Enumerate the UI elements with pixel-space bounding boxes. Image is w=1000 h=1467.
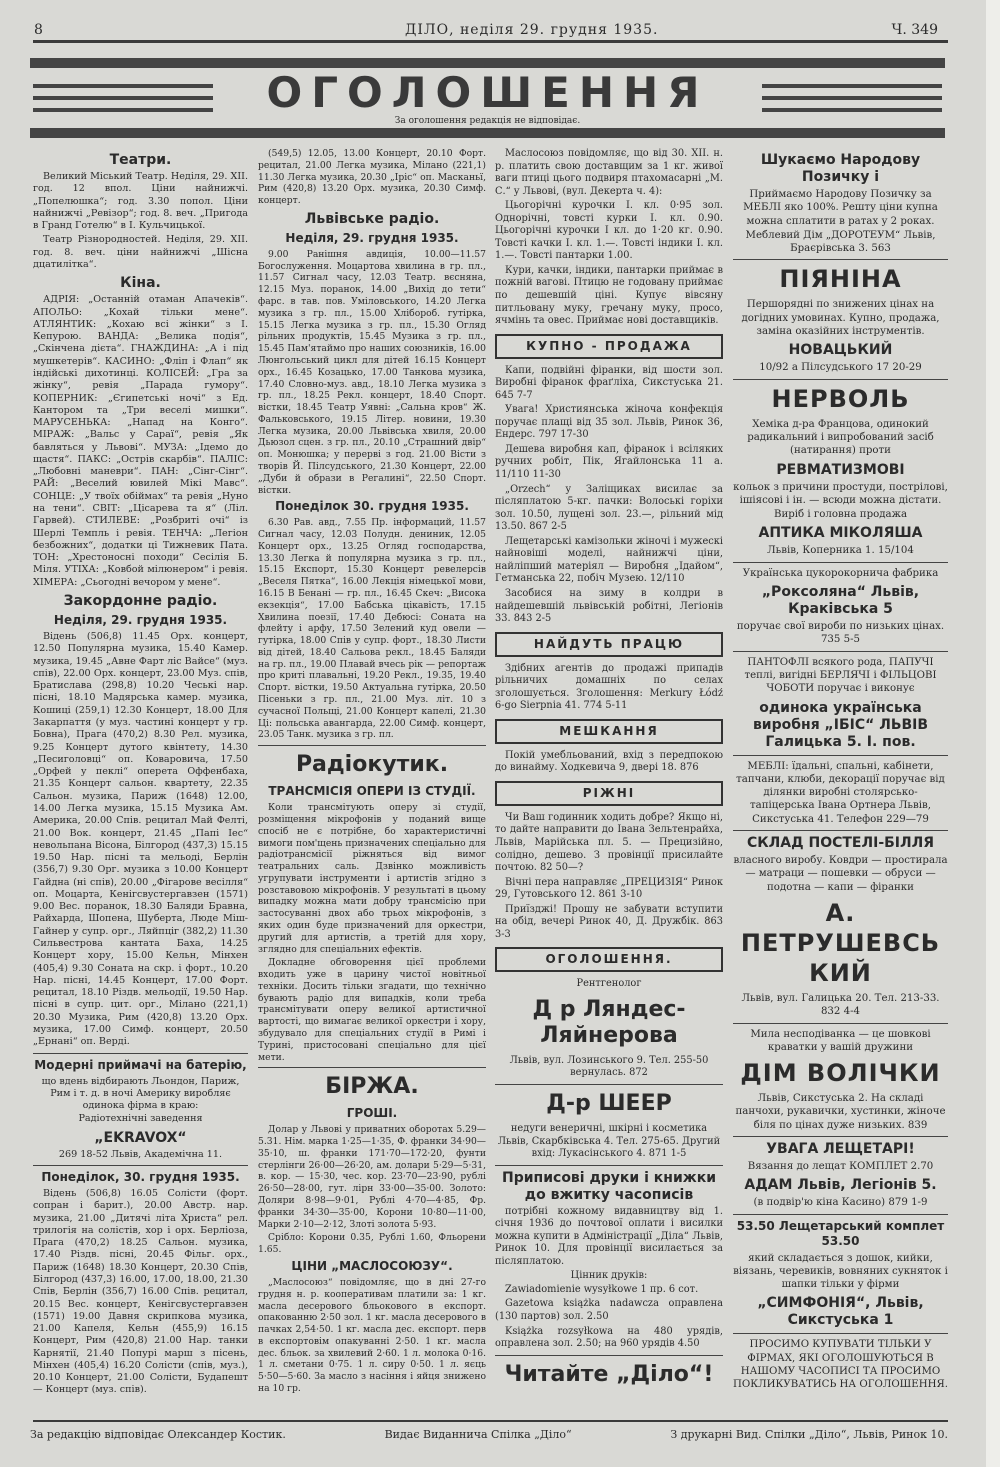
- category-header: НАЙДУТЬ ПРАЦЮ: [495, 632, 723, 657]
- column-3: [495, 148, 723, 1394]
- section-subtitle: За оголошення редакція не відповідає.: [394, 116, 581, 126]
- text-paragraph: Коли трансмітують оперу зі студії, розміщення мікрофонів у поданий вище спосіб не є потрібне, бо характеристичні вимоги пом'щень призначених спеціально для радіотрансмісії ріжняться від вимог театральних саль. Дзвінко можливість угрупувати інструменти і артистів згідно з розставовою мікрофонів. У результаті в цьому випадку можна мати добру трансмісію при застосуванні двох або трьох мікрофонів, з яких один буде призначений для оркестри, другий для артистів, а третій для хору, зглядно для спеціальних ефектів.: [258, 802, 486, 955]
- centered-text: 10/92 а Пілсудського 17 20-29: [759, 362, 922, 374]
- centered-text: Львів, вул. Галицька 20. Тел. 213-33. 832 4-4: [741, 992, 940, 1018]
- section-heading: одинока українська виробня „ІБІС“ ЛЬВІВ Галицька 5. І. пов.: [752, 699, 929, 750]
- section-heading: НОВАЦЬКИЙ: [788, 342, 893, 359]
- column-4: [733, 148, 948, 1393]
- divider: [733, 830, 948, 831]
- banner-line: [762, 108, 942, 112]
- subheading: ЦІНИ „МАСЛОСОЮЗУ“.: [291, 1258, 453, 1273]
- category-header: КУПНО - ПРОДАЖА: [495, 334, 723, 359]
- banner-line: [762, 84, 942, 88]
- text-paragraph: „Orzech“ у Заліщиках висилає за післяплатою 5-кг. пачки: Волоські горіхи зол. 10.50, лущені зол. 23.—, рільний мід 13.50. 867 2-5: [495, 483, 723, 533]
- divider: [733, 379, 948, 380]
- subheading: ГРОШІ.: [346, 1106, 398, 1121]
- ad-headline: Радіокутик.: [295, 752, 449, 778]
- centered-text: 269 18-52 Львів, Академічна 11.: [58, 1148, 223, 1160]
- text-paragraph: Кури, качки, індики, пантарки приймає в пожній вагові. Птицю не годовану приймає по дешевшій ціні. Купує вівсяну питльовану муку, гречану муку, просо, ячмінь та овес. Приймає нові доставщиків.: [495, 264, 723, 327]
- centered-text: (в подвір'ю кіна Касино) 879 1-9: [753, 1197, 928, 1209]
- ad-headline: Д-р ШЕЕР: [546, 1090, 672, 1116]
- text-paragraph: Чи Ваш годинник ходить добре? Якщо ні, то дайте направити до Івана Зельтенрайха, Львів, Марійська пл. 5. — Прецизійно, солідно, дешево. З провінції присилайте почтою. 82 50—?: [495, 811, 723, 874]
- page-header: [30, 22, 948, 42]
- centered-text: Українська цукорокорнича фабрика: [742, 567, 939, 579]
- centered-text: Цінник друків:: [570, 1270, 648, 1282]
- ad-headline: Д р Ляндес-Ляйнерова: [532, 996, 686, 1048]
- centered-text: Вязання до лещат КОМПЛЕТ 2.70: [747, 1160, 934, 1172]
- banner-bar: [30, 128, 945, 138]
- section-heading: АПТИКА МІКОЛЯША: [758, 525, 923, 542]
- footer-rule: [33, 1420, 948, 1422]
- column-1: [33, 148, 248, 1399]
- centered-text: недуги венеричні, шкірні і косметика Львів, Скарбківська 4. Тел. 275-65. Другий вхід: Лукасінського 4. 871 1-5: [497, 1122, 721, 1160]
- section-heading: „СИМФОНІЯ“, Львів, Сикстуська 1: [757, 1295, 924, 1329]
- issue-number: Ч. 349: [891, 22, 938, 38]
- section-heading: Кіна.: [120, 275, 161, 292]
- section-heading: „Роксоляна“ Львів, Краківська 5: [761, 584, 920, 618]
- text-paragraph: Лещетарські камізольки жіночі і мужескі найновіші моделі, найнижчі ціни, найліпший матеріял — Виробня „Ідайом“, Гетманська 22, побіч Музею. 12/110: [495, 535, 723, 585]
- centered-text: власного виробу. Ковдри — простирала — матраци — пошевки — обруси — подотна — капи — фіранки: [733, 855, 948, 893]
- section-heading: Шукаємо Народову Позичку і: [760, 152, 921, 185]
- section-heading: Приписові друки і книжки до вжитку часописів: [501, 1169, 717, 1203]
- text-paragraph: Докладне обговорення цієї проблеми входить уже в царину чистої новітньої техніки. Досить тільки згадати, що технічно бувають радіо для випадків, коли треба трансмітувати оперу великої артистичної вартості, що вимагає великої оркестри і хору, збудувало для спеціальних студії в Римі і Турині, пристосовані спеціально для цієї мети.: [258, 957, 486, 1063]
- category-header: МЕШКАННЯ: [495, 719, 723, 744]
- centered-text: Мила несподіванка — це шовкові краватки у вашій дружини: [750, 1028, 931, 1053]
- section-heading: „EKRAVOX“: [94, 1129, 187, 1146]
- page-number: 8: [34, 22, 43, 38]
- ad-headline: БІРЖА.: [325, 1074, 419, 1100]
- ad-display-title: ДІМ ВОЛІЧКИ: [740, 1059, 941, 1088]
- centered-text: Львів, вул. Лозинського 9. Тел. 255-50 вернулась. 872: [509, 1054, 709, 1079]
- divider: [495, 1084, 723, 1085]
- text-paragraph: Покій умебльований, вхід з передпокою до винайму. Ходкевича 9, двері 18. 876: [495, 749, 723, 774]
- section-heading: РЕВМАТИЗМОВІ: [776, 461, 905, 478]
- masthead: ДІЛО, неділя 29. грудня 1935.: [405, 22, 659, 38]
- section-heading: Закордонне радіо.: [63, 593, 218, 609]
- subheading: Неділя, 29. грудня 1935.: [285, 230, 459, 245]
- subheading: 53.50 Лещетарський комплет 53.50: [736, 1218, 945, 1248]
- section-heading: Львівське радіо.: [304, 210, 440, 227]
- ad-display-title: А. ПЕТРУШЕВСЬКИЙ: [740, 898, 941, 987]
- subheading: ТРАНСМІСІЯ ОПЕРИ ІЗ СТУДІЇ.: [268, 784, 476, 799]
- page-edge: [986, 0, 1000, 1467]
- banner-line: [33, 96, 213, 100]
- page-footer: [30, 1428, 948, 1442]
- divider: [33, 1165, 248, 1166]
- divider: [258, 745, 486, 746]
- text-paragraph: Відень (506,8) 11.45 Орх. концерт, 12.50 Популярна музика, 15.40 Камер. музика, 19.45 „Авне Фарт ліс Вайсе“ (муз. спів), 22.00 Орх. концерт, 23.00 Муз. спів, Братислава (298,8) 10.20 Чеські нар. пісні, 18.10 Мадярська камер. музика, Кошиці (259,1) 12.30 Концерт, 18.00 Для Закарпаття (у муз. частині концерт у гр. Бовна), Прага (470,2) 8.30 Рел. музика, 9.25 Концерт дутого квінтету, 14.30 „Песиголовці“ оп. Коваровича, 17.50 „Орфей у пеклі“ оперета Оффенбаха, 21.35 Концерт сальон. квартету, 22.35 Сальон. музика, Париж (1648) 12.00, 14.00 Легка музика, 15.15 Музика Ам. Америка, 20.00 Спів. рецитал Май Фелті, 21.00 Вок. концерт, 21.45 „Папі Іес“ невольпана Вісона, Білгород (437,3) 15.15 19.50 Нар. пісні та мельоді, Берлін (356,7) 9.30 Орг. музика з 10.00 Концерт Гайдна (ні спів), 20.00 „Фігарове весілля“ оп. Моцарта, Кенігсвустергавзен (1571) 9.00 Вес. поранок, 18.30 Баляди Бравна, Райхарда, Шопена, Шуберта, Люде Міш-Гайнер у супр. орг., Ляйпціг (382,2) 11.30 Сильвестрова кантата Баха, 14.25 Концерт хору, 15.00 Кельн, Мінхен (405,4) 9.30 Соната на скр. і форт., 10.20 Нар. пісні, 14.45 Концерт, 17.00 Форт. рецитал, 18.10 Різдв. мельодії, 19.50 Нар. пісні в супр. цит. орг., Мілано (221,1) 20.30 Музика, Рим (420,8) 13.20 Орх. музика, 17.00 Симф. концерт, 20.50 „Ернані“ оп. Верді.: [33, 631, 248, 1048]
- text-paragraph: Zawiadomienie wysyłkowe 1 пр. 6 сот.: [505, 1283, 699, 1295]
- text-paragraph: Засобися на зиму в колдри в найдешевшій львівській робітні, Легіонів 33. 843 2-5: [495, 587, 723, 625]
- divider: [733, 1214, 948, 1215]
- text-paragraph: „Маслосоюз“ повідомляє, що в дні 27-го грудня н. р. кооперативам платили за: 1 кг. масла десерового бльокового в експорт. опакованню 2·50 зол. 1 кг. масла десерового в пачках 2,54·50. 1 кг. масла дес. експорт. перв в експортовім опакуванні 2·50. 1 кг. масла дес. бльок. за хвилевий 2·60. 1 л. молока 0·16. 1 л. сметани 0·75. 1 л. сиру 0·50. 1 л. яєць 5·50—5·60. За масло з насіння і яйця знижено на 10 гр.: [258, 1276, 486, 1394]
- text-paragraph: Відень (506,8) 16.05 Солісти (форт. сопран і барит.), 20.00 Австр. нар. музика, 21.00 „Дитячі літа Христа“ рел. трилогія на солістів, хор і орх. Берліоза, Прага (470,2) 18.25 Сальон. музика, 17.40 Різдв. пісні, 20.45 Фільг. орх., Париж (1648) 18.30 Концерт, 20.30 Спів, Білгород (437,3) 16.00, 17.00, 18.00, 21.30 Спів, Берлін (356,7) 16.00 Спів. рецитал, 20.15 Вес. концерт, Кенігсвустергавзен (1571) 19.00 Давня скрипкова музика, 21.00 Капеля, Кельн (455,9) 16.15 Концерт, Рим (420,8) 21.00 Нар. танки Карнятії, 21.40 Попурі марш з пісень, Мінхен (405,4) 16.20 Солісти (спів, муз.), 20.10 Концерт, 21.00 Солісти, Будапешт — Концерт (муз. спів).: [33, 1187, 248, 1396]
- centered-text: Приймаємо Народову Позичку за МЕБЛІ яко 100%. Решту ціни купна можна сплатити в ратах у 2 роках.: [743, 189, 938, 227]
- ad-display-title: ПІЯНІНА: [779, 265, 902, 294]
- text-paragraph: Цьогорічні курочки І. кл. 0·95 зол. Однорічні, товсті курки І. кл. 0.90. Цьогорічні курочки І кл. до 1·20 кг. 0.90. Товсті качки І. кл. 1.—. Товсті індики І. кл. 1.—. Товсті пантарки 1.00.: [495, 200, 723, 262]
- section-heading: СКЛАД ПОСТЕЛІ-БІЛЛЯ: [746, 835, 935, 852]
- section-banner: [30, 50, 945, 140]
- text-paragraph: Срібло: Корони 0.35, Рублі 1.60, Фльорени 1.65.: [258, 1232, 486, 1256]
- category-header: РІЖНІ: [495, 781, 723, 806]
- column-2: [258, 148, 486, 1397]
- section-heading: АДАМ Львів, Легіонів 5.: [744, 1177, 937, 1194]
- text-paragraph: (549,5) 12.05, 13.00 Концерт, 20.10 Форт. рецитал, 21.00 Легка музика, Мілано (221,1) 11.30 Легка музика, 20.30 „Іріс“ оп. Масканьї, Рим (420,8) 13.20 Орх. музика, 20.30 Симф. концерт.: [258, 148, 486, 207]
- banner-bar: [30, 58, 945, 68]
- centered-text: Першорядні по знижених цінах на догідних умовинах. Купно, продажа, заміна оказійних інструментів.: [741, 299, 940, 338]
- banner-line: [33, 84, 213, 88]
- centered-text: ПАНТОФЛІ всякого рода, ПАПУЧІ теплі, вигідні БЕРЛЯЧІ і ФІЛЬЦОВІ ЧОБОТИ поручає і виконує: [744, 656, 937, 695]
- text-paragraph: Капи, подвійні фіранки, від шости зол. Виробні фіранок фраґліха, Сикстуська 21. 645 7-7: [495, 364, 723, 401]
- centered-text: Хеміка д-ра Францова, одинокий радикальний і випробований засіб (натирання) проти: [747, 418, 934, 457]
- section-heading: Театри.: [109, 152, 172, 168]
- centered-text: Меблевий Дім „ДОРОТЕУМ“ Львів, Браєрівська 3. 563: [745, 229, 936, 255]
- centered-text: що вдень відбирають Льондон, Париж, Рим і т. д. в ночі Америку виробляє одинока фірма в краю:: [41, 1075, 240, 1112]
- divider: [733, 651, 948, 652]
- text-paragraph: Театр Різнородностей. Неділя, 29. XII. год. 8. веч. ціни найнижчі „Шісна дцатилітка“.: [33, 234, 248, 270]
- footer-printer: З друкарні Вид. Спілки „Діло“, Львів, Ринок 10.: [670, 1428, 948, 1441]
- divider: [733, 1333, 948, 1334]
- section-heading: УВАГА ЛЕЩЕТАРІ!: [766, 1140, 915, 1157]
- divider: [733, 562, 948, 563]
- centered-text: Львів, Сикстуська 2. На складі панчохи, рукавички, хустинки, жіноче біля по цінах дуже низьких. 839: [735, 1093, 946, 1131]
- text-paragraph: Приїзджі! Прошу не забувати вступити на обід, вечері Ринок 40, Д. Дружбік. 863 3-3: [495, 903, 723, 940]
- footer-editor: За редакцію відповідає Олександер Костик.: [30, 1428, 286, 1441]
- text-paragraph: Здібних агентів до продажі припадів рільничих домашніх по селах зголошується. Зголошення: Merkury Łódź 6-go Sierpnia 41. 774 5-11: [495, 662, 723, 712]
- text-paragraph: Долар у Львові у приватних оборотах 5.29—5.31. Нім. марка 1·25—1·35, Ф. франки 34·90—35·10, ш. франки 171·70—172·20, фунти стерлінги 26·00—26·20, ам. долари 5·29—5·31, в. кор. — 15·30, чес. кор. 23·70—23·90, рублі 26·50—28·00, гут. лірн 33·00—35·00. Золото: Доляри 8·98—9·01, Рублі 4·70—4·85, Фр. франки 34·30—35·00, Корони 10·80—11·00, Марки 2·10—2·12, Злоті золота 5·93.: [258, 1124, 486, 1230]
- centered-text: поручає свої вироби по низьких цінах. 735 5-5: [736, 621, 945, 646]
- subheading: Неділя, 29. грудня 1935.: [53, 613, 228, 627]
- text-paragraph: Książka rozsyłkowa на 480 урядів, оправлена зол. 2.50; на 960 урядів 4.50: [495, 1325, 723, 1350]
- centered-text: МЕБЛІ: їдальні, спальні, кабінети, тапчани, клюби, декорації поручає від ділянки виробні столярсько-тапіцерська Івана Ортнера Львів, Сикстуська 41. Телефон 229—79: [736, 760, 945, 825]
- header-rule: [33, 40, 948, 43]
- footer-publisher: Видає Виданнича Спілка „Діло“: [384, 1428, 572, 1441]
- section-title: ОГОЛОШЕННЯ: [266, 68, 709, 117]
- centered-text: ПРОСИМО КУПУВАТИ ТІЛЬКИ У ФІРМАХ, ЯКІ ОГОЛОШУЮТЬСЯ В НАШОМУ ЧАСОПИСІ ТА ПРОСИМО ПОКЛИКУВАТИСЬ НА ОГОЛОШЕННЯ.: [733, 1339, 948, 1391]
- divider: [733, 755, 948, 756]
- text-paragraph: АДРІЯ: „Останній отаман Апачеків“. АПОЛЬО: „Кохай тільки мене“. АТЛЯНТИК: „Кохаю всі жінки“ з І. Кепурою. ВАНДА: „Велика подія“, „Скінчена дієта“. ГНАЖДИНА: „А і під мушкетерів“. КАСИНО: „Фліп і Флап“ як індійські дихотинці. КОЛІСЕЙ: „Гра за жінку“, ревія „Парада гумору“. КОПЕРНИК: „Єгипетські ночі“ з Ед. Кантором та „Три веселі мишки“. МАРУСЕНЬКА: „Напад на Конго“. МІРАЖ: „Вальс у Сараї“, ревія „Як бавляться у Львові“. МУЗА: „Ідемо до щастя“. ПАКС: „Острів скарбів“. ПАЛІС: „Любовні маневри“. ПАН: „Сінг-Сінг“. РАЙ: „Веселий ювилей Мікі Мавс“. СОНЦЕ: „У твоїх обіймах“ та ревія „Нуно на тени“. СВІТ: „Цісарева та я“ (Ліл. Гарвей). СТИЛЕВЕ: „Розбриті очі“ із Шерлі Темпль і ревія. ТЕНЧА: „Легіон безбожних“, додатки ці Тижневик Пата. ТОН: „Хрестоносні походи“ Сесілія Б. Міля. УТІХА: „Ковбой мілюнером“ і ревія. ХІМЕРА: „Сьогодні вечором у мене“.: [33, 294, 248, 588]
- subheading: Понеділок, 30. грудня 1935.: [41, 1169, 240, 1184]
- category-header: ОГОЛОШЕННЯ.: [495, 947, 723, 972]
- text-paragraph: 6.30 Рав. авд., 7.55 Пр. інформаций, 11.57 Сигнал часу, 12.03 Полудн. дениник, 12.05 Концерт орх., 13.25 Огляд господарства, 13.30 Легка й популярна музика з гр. пл., 15.15 Експорт, 15.30 Концерт ревелерсів „Веселя Пятка“, 16.00 Лекція німецької мови, 16.15 В Бенані — гр. пл., 16.45 Скеч: „Висока екзекція“, 17.00 Бабська цікавість, 17.15 Хвилина поезії, 17.40 Дебюсі: Соната на флейту і арфу, 17.50 Зелений куд овели — гутірка, 18.00 Спів у супр. форт., 18.30 Листи від дітей, 18.40 Сальова рекл., 18.45 Баляди на гр. пл., 19.00 Плавай вчесь рік — репортаж про криті плавальні, 19.20 Рекл., 19.35, 19.40 Спорт. вістки, 19.50 Актуальна гутірка, 20.50 Пісеньки з гр. пл., 21.00 Муз. літ. 10 з сучасної Польщі, 21.00 Концерт капелі, 21.30 Ці: польська авангарда, 22.00 Симф. концерт, 23.05 Танк. музика з гр. пл.: [258, 517, 486, 741]
- divider: [495, 1355, 723, 1356]
- text-paragraph: Вічні пера направляє „ПРЕЦИЗІЯ“ Ринок 29, Гутовського 12. 861 3-10: [495, 876, 723, 901]
- text-paragraph: Великий Міський Театр. Неділя, 29. XII. год. 12 впол. Ціни найнижчі. „Попелюшка“; год. 3.30 попол. Ціни найнижчі „Ревізор“; год. 8. веч. „Пригода в Гранд Готелю“ в І. Кульчицької.: [33, 171, 248, 232]
- text-paragraph: Увага! Християнська жіноча конфекція поручає плащі від 35 зол. Львів, Ринок 36, Ендерс. 797 17-30: [495, 404, 723, 441]
- text-paragraph: Маслосоюз повідомляє, що від 30. XII. н. р. платить свою доставщим за 1 кг. живої ваги птиці цього подвиря птахомасарні „М. С.“ у Львові, (вул. Декерта ч. 4):: [495, 148, 723, 197]
- ad-display-title: НЕРВОЛЬ: [771, 384, 910, 413]
- centered-text: Виріб і головна продажа: [773, 509, 908, 521]
- centered-text: Львів, Коперника 1. 15/104: [767, 545, 914, 557]
- centered-text: Рентгенолог: [576, 978, 642, 990]
- centered-text: Радіотехнічні заведення: [78, 1113, 203, 1125]
- subheading: Модерні приймачі на батерію,: [34, 1057, 247, 1072]
- divider: [733, 1023, 948, 1024]
- text-paragraph: 9.00 Ранішня авдиція, 10.00—11.57 Богослуження. Моцартова хвилина в гр. пл., 11.57 Сигнал часу, 12.03 Театр. вєсняна, 12.15 Муз. поранок, 14.00 „Вихід до тети“ фарс. в тав. пов. Уміловського, 14.20 Легка музика з гр. пл., 15.00 Хлібороб. гутірка, 15.15 Легка музика з гр. пл., 15.30 Огляд рільних продуктів, 15.45 Музика з гр. пл., 15.45 Пам'ятаймо про наших союзників, 16.00 Люнгольський цикл для дітей 16.15 Концерт орх., 16.45 Козацько, 17.00 Танкова музика, 17.40 Словно-муз. авд., 18.10 Легка музика з гр. пл., 18.25 Рекл. концерт, 18.40 Спорт. вістки, 18.45 Театр Уявні: „Сальна кров“ Ж. Фальковського, 19.15 Літер. новини, 19.30 Легка музика, 20.00 Львівська хвиля, 20.00 Дьюзол сцен. з гр. пл., 20.10 „Страшний двір“ оп. Монюшка; у перерві з год. 21.00 Вісти з творів Й. Пілсудського, 21.30 Концерт, 22.00 „Дуби й образи в Регалині“, 22.50 Спорт. вістки.: [258, 248, 486, 496]
- text-paragraph: Дешева виробня кап, фіранок і всіляких ручних робіт, Пік, Ягайлонська 11 а. 11/110 11-30: [495, 443, 723, 481]
- text-paragraph: потрібні кожному видавництву від 1. січня 1936 до почтової оплати і висилки можна купити в Адміністрації „Діла“ Львів, Ринок 10. Для провінції висилається за післяплатою.: [495, 1205, 723, 1267]
- divider: [733, 1136, 948, 1137]
- subheading: Понеділок 30. грудня 1935.: [275, 499, 469, 514]
- centered-text: який складається з дошок, кийки, віязань, черевиків, вовняних сукняток і шапки тільки у фірми: [733, 1252, 948, 1291]
- banner-line: [762, 96, 942, 100]
- divider: [33, 1053, 248, 1054]
- centered-text: кольок з причини простуди, пострілові, ішіясові і ін. — всюди можна дістати.: [733, 481, 948, 506]
- banner-line: [33, 108, 213, 112]
- ad-headline: Читайте „Діло“!: [504, 1361, 714, 1387]
- divider: [733, 259, 948, 260]
- divider: [495, 1165, 723, 1166]
- divider: [258, 1067, 486, 1068]
- text-paragraph: Gazetowa książka nadawcza оправлена (130 партов) зол. 2.50: [495, 1298, 723, 1322]
